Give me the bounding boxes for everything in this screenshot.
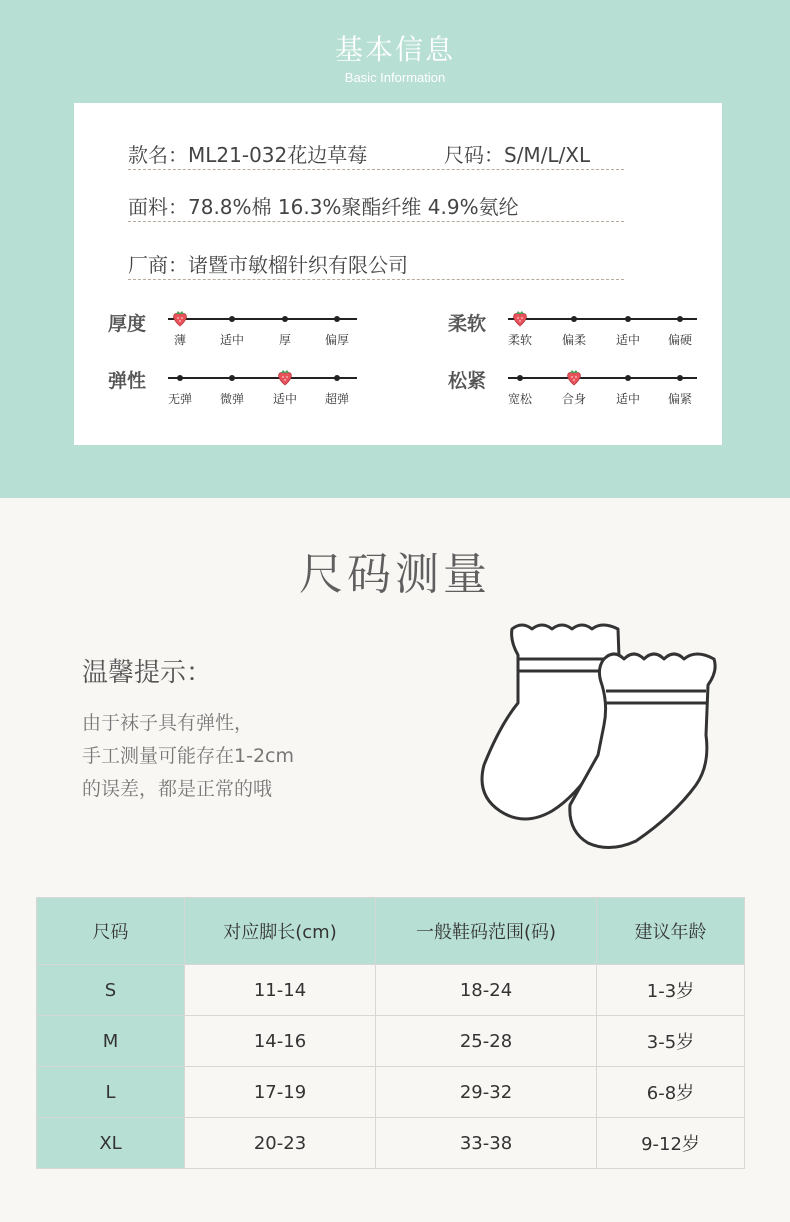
scale-dot bbox=[625, 375, 631, 381]
age-cell: 6-8岁 bbox=[597, 1067, 745, 1118]
scale-dot bbox=[334, 375, 340, 381]
tip-line: 由于袜子具有弹性， bbox=[82, 712, 254, 734]
scale-dot bbox=[571, 316, 577, 322]
attribute-label: 松紧 bbox=[448, 370, 487, 392]
table-row bbox=[37, 1118, 745, 1169]
scale-dot bbox=[625, 316, 631, 322]
measure-title: 尺码测量 bbox=[299, 549, 491, 600]
socks-illustration bbox=[470, 615, 730, 855]
foot-length-cell: 17-19 bbox=[185, 1067, 376, 1118]
column-header: 对应脚长(cm) bbox=[185, 898, 376, 965]
maker-row bbox=[128, 249, 408, 278]
info-banner bbox=[0, 0, 790, 498]
scale-dot bbox=[282, 316, 288, 322]
scale-dot bbox=[334, 316, 340, 322]
shoe-size-cell: 33-38 bbox=[376, 1118, 597, 1169]
scale-tick-label: 偏紧 bbox=[667, 392, 692, 406]
scale-tick-label: 合身 bbox=[561, 392, 586, 406]
scale-tick-label: 适中 bbox=[615, 333, 640, 347]
size-cell: S bbox=[37, 965, 185, 1016]
tip-title: 温馨提示： bbox=[82, 658, 213, 688]
scale-tick-label: 微弹 bbox=[219, 392, 244, 406]
scale-dot bbox=[517, 375, 523, 381]
table-row bbox=[37, 1016, 745, 1067]
size-label: 尺码： bbox=[444, 143, 504, 167]
scale-dot bbox=[229, 375, 235, 381]
table-header-row bbox=[37, 898, 745, 965]
divider bbox=[128, 221, 624, 222]
divider bbox=[128, 169, 624, 170]
shoe-size-cell: 25-28 bbox=[376, 1016, 597, 1067]
column-header: 一般鞋码范围(码) bbox=[376, 898, 597, 965]
scale-line bbox=[168, 318, 357, 320]
attribute-label: 弹性 bbox=[108, 370, 147, 392]
attribute-label: 厚度 bbox=[108, 313, 147, 335]
divider bbox=[128, 279, 624, 280]
strawberry-icon bbox=[566, 368, 582, 386]
scale-tick-label: 适中 bbox=[219, 333, 244, 347]
foot-length-cell: 11-14 bbox=[185, 965, 376, 1016]
info-card bbox=[74, 103, 722, 445]
age-cell: 1-3岁 bbox=[597, 965, 745, 1016]
fabric-value: 78.8%棉 16.3%聚酯纤维 4.9%氨纶 bbox=[188, 195, 519, 219]
scale-dot bbox=[229, 316, 235, 322]
foot-length-cell: 14-16 bbox=[185, 1016, 376, 1067]
column-header: 建议年龄 bbox=[597, 898, 745, 965]
scale-tick-label: 偏柔 bbox=[561, 333, 586, 347]
size-table bbox=[36, 897, 745, 1169]
shoe-size-cell: 29-32 bbox=[376, 1067, 597, 1118]
scale-tick-label: 偏硬 bbox=[667, 333, 692, 347]
strawberry-icon bbox=[512, 309, 528, 327]
tip-line: 手工测量可能存在1-2cm bbox=[82, 745, 294, 767]
table-row bbox=[37, 1067, 745, 1118]
scale-dot bbox=[177, 375, 183, 381]
scale-tick-label: 适中 bbox=[272, 392, 297, 406]
fabric-label: 面料： bbox=[128, 195, 188, 219]
column-header: 尺码 bbox=[37, 898, 185, 965]
scale-line bbox=[168, 377, 357, 379]
scale-tick-label: 柔软 bbox=[507, 333, 532, 347]
size-cell: L bbox=[37, 1067, 185, 1118]
scale-tick-label: 宽松 bbox=[507, 392, 532, 406]
age-cell: 9-12岁 bbox=[597, 1118, 745, 1169]
tip-line: 的误差，都是正常的哦 bbox=[82, 778, 273, 800]
section-subtitle: Basic Information bbox=[344, 70, 446, 85]
attribute-label: 柔软 bbox=[448, 313, 487, 335]
scale-tick-label: 无弹 bbox=[167, 392, 192, 406]
scale-line bbox=[508, 377, 697, 379]
strawberry-icon bbox=[172, 309, 188, 327]
strawberry-icon bbox=[277, 368, 293, 386]
style-row bbox=[128, 139, 367, 168]
scale-dot bbox=[677, 375, 683, 381]
scale-tick-label: 厚 bbox=[278, 333, 291, 347]
table-row bbox=[37, 965, 745, 1016]
fabric-row bbox=[128, 191, 519, 220]
section-title: 基本信息 bbox=[334, 33, 455, 66]
maker-label: 厂商： bbox=[128, 253, 188, 277]
style-value: ML21-032花边草莓 bbox=[188, 143, 368, 167]
style-label: 款名： bbox=[128, 143, 188, 167]
scale-tick-label: 超弹 bbox=[324, 392, 349, 406]
size-cell: XL bbox=[37, 1118, 185, 1169]
size-value: S/M/L/XL bbox=[504, 143, 591, 167]
scale-tick-label: 偏厚 bbox=[324, 333, 349, 347]
foot-length-cell: 20-23 bbox=[185, 1118, 376, 1169]
scale-tick-label: 薄 bbox=[173, 333, 186, 347]
scale-dot bbox=[677, 316, 683, 322]
age-cell: 3-5岁 bbox=[597, 1016, 745, 1067]
size-cell: M bbox=[37, 1016, 185, 1067]
size-row bbox=[444, 139, 590, 168]
scale-tick-label: 适中 bbox=[615, 392, 640, 406]
shoe-size-cell: 18-24 bbox=[376, 965, 597, 1016]
scale-line bbox=[508, 318, 697, 320]
maker-value: 诸暨市敏榴针织有限公司 bbox=[188, 253, 408, 277]
